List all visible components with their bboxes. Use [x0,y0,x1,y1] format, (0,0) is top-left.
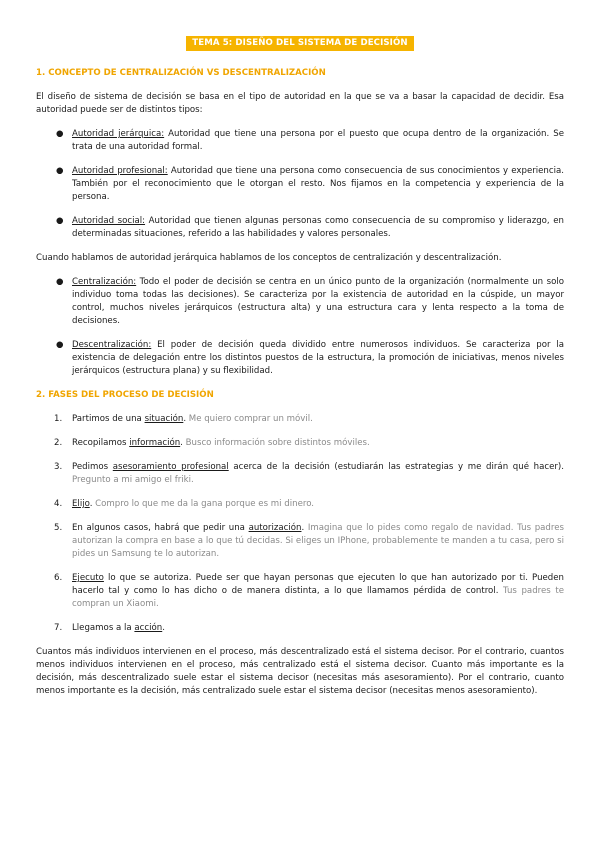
step-number: 4. [54,499,63,509]
term: Descentralización: [72,340,152,350]
bullet-icon: ● [56,166,64,176]
step-example: Compro lo que me da la gana porque es mi dinero. [92,499,315,509]
list-item [36,413,564,426]
step-text: . [180,438,183,448]
title-block [36,36,564,51]
step-text: Recopilamos [72,438,130,448]
authority-types-list [36,128,564,241]
step-text: acerca de la decisión (estudiarán las estrategias y me dirán qué hacer). [228,462,564,472]
bullet-icon: ● [56,216,64,226]
step-example: Tus padres te compran un Xiaomi. [72,586,564,609]
step-text: . [183,414,187,424]
step-number: 5. [54,523,63,533]
step-keyword: situación [144,414,184,424]
step-text: Llegamos a la [72,623,135,633]
list-item [36,622,564,635]
step-keyword: Ejecuto [72,573,104,583]
section-heading-1: 1. CONCEPTO DE CENTRALIZACIÓN VS DESCENTRALIZACIÓN [36,68,326,78]
step-number: 6. [54,573,63,583]
concepts-list [36,276,564,378]
step-keyword: información [129,438,181,448]
list-item [36,128,564,154]
step-example: Pregunto a mi amigo el friki. [72,475,194,485]
definition: Autoridad que tiene una persona por el puesto que ocupa dentro de la organización. Se trata de una autoridad formal. [72,129,564,152]
definition: Autoridad que tienen algunas personas como consecuencia de su compromiso y liderazgo, en determinadas situaciones, referido a las habilidades y valores personales. [72,216,564,239]
intro-paragraph: El diseño de sistema de decisión se basa en el tipo de autoridad en la que se va a basar la capacidad de decidir. Esa autoridad puede ser de distintos tipos: [36,92,564,115]
list-item [36,165,564,204]
decision-steps-list [36,413,564,635]
step-text: . [162,623,165,633]
step-number: 3. [54,462,63,472]
step-example: Imagina que lo pides como regalo de navidad. Tus padres autorizan la compra en base a lo que tú decidas. Si eliges un IPhone, probablemente te manden a tu casa, pero si pides un Samsung te lo autorizan. [72,523,564,559]
list-item [36,522,564,561]
bullet-icon: ● [56,277,64,287]
list-item [36,461,564,487]
list-item [36,339,564,378]
list-item [36,276,564,328]
term: Autoridad social: [72,216,146,226]
document-title: TEMA 5: DISEÑO DEL SISTEMA DE DECISIÓN [186,36,413,51]
term: Autoridad jerárquica: [72,129,165,139]
bridge-paragraph: Cuando hablamos de autoridad jerárquica hablamos de los conceptos de centralización y descentralización. [36,253,502,263]
conclusion-paragraph: Cuantos más individuos intervienen en el proceso, más descentralizado está el sistema decisor. Por el contrario, cuantos menos individuos intervienen en el proceso, más centralizado está el sistema decisor. Cuanto más importante es la decisión, más descentralizado suele estar el sistema decisor (necesitas más asesoramiento). Por el contrario, cuanto menos importante es la decisión, más centralizado suele estar el sistema decisor (necesitas menos asesoramiento). [36,647,564,696]
list-item [36,215,564,241]
step-number: 2. [54,438,63,448]
section-heading-2: 2. FASES DEL PROCESO DE DECISIÓN [36,390,214,400]
step-keyword: autorización [248,523,302,533]
list-item [36,572,564,611]
step-text: lo que se autoriza. Puede ser que hayan personas que ejecuten lo que han autorizado por ti. Pueden hacerlo tal y como lo has dicho o de manera distinta, a lo que llamamos pérdida de control. [72,573,564,596]
step-text: . [89,499,93,509]
bullet-icon: ● [56,340,64,350]
step-keyword: acción [134,623,163,633]
step-example: Busco información sobre distintos móviles. [182,438,370,448]
step-text: En algunos casos, habrá que pedir una [72,523,249,533]
term: Centralización: [72,277,137,287]
step-keyword: asesoramiento profesional [112,462,229,472]
bullet-icon: ● [56,129,64,139]
list-item [36,437,564,450]
document-page [36,36,564,709]
step-number: 7. [54,623,63,633]
step-text: Partimos de una [72,414,145,424]
definition: Todo el poder de decisión se centra en un único punto de la organización (normalmente un solo individuo toma todas las decisiones). Se caracteriza por la existencia de autoridad en la cúspide, un mayor control, muchos niveles jerárquicos (estructura alta) y una estructura cara y lenta respecto a la toma de decisiones. [72,277,564,326]
step-keyword: Elijo [72,499,90,509]
step-text: Pedimos [72,462,113,472]
definition: El poder de decisión queda dividido entre numerosos individuos. Se caracteriza por la existencia de delegación entre los distintos puestos de la estructura, la promoción de iniciativas, menos niveles jerárquicos (estructura plana) y su flexibilidad. [72,340,564,376]
list-item [36,498,564,511]
step-number: 1. [54,414,63,424]
step-example: Me quiero comprar un móvil. [186,414,313,424]
term: Autoridad profesional: [72,166,168,176]
step-text: . [301,523,305,533]
definition: Autoridad que tiene una persona como consecuencia de sus conocimientos y experiencia. También por el reconocimiento que le otorgan el resto. Nos fijamos en la competencia y experiencia de la persona. [72,166,564,202]
